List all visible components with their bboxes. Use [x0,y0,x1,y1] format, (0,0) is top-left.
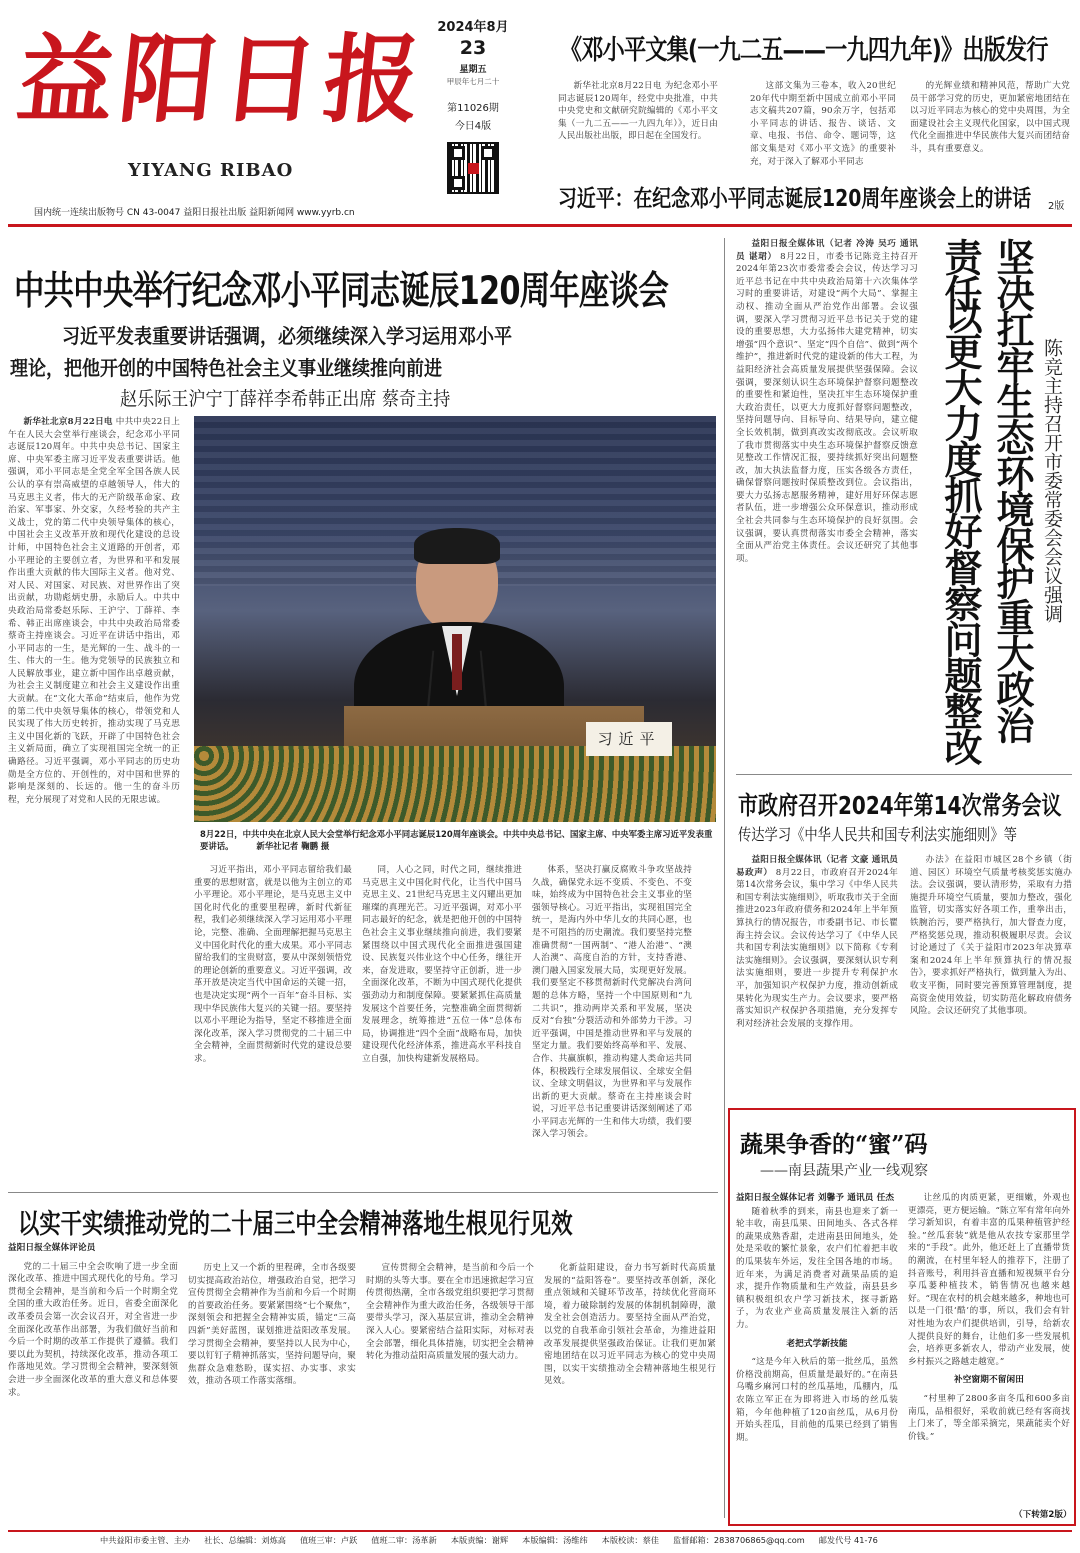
right-meeting-divider [736,774,1072,775]
date-year-month: 2024年8月 [437,20,509,35]
lead-headline[interactable]: 中共中央举行纪念邓小平同志诞辰120周年座谈会 [14,269,668,314]
meeting-col-2-text: 办法》在益阳市城区28个乡镇（街道、园区）环境空气质量考核奖惩实施办法。会议强调，要认清形势，采取有力措施提升环境空气质量，要加力整改，强化监管，切实落实好各项工作，重拳出击，铁腕治污，要严格执行，加大督查力度，严格奖惩兑现，推动积极履职尽责。会议讨论通过了《关于益阳市2023年决算草案和2024年上半年预算执行的情况报告》，要求抓好严格执行，做到量入为出、收支平衡，同时要完善预算管理制度，提高资金使用效益，切实防范化解政府债务风险。会议还研究了其他事项。 [910,855,1072,1017]
feature-col-2-text: 让丝瓜的肉质更紧，更细嫩，外观也更漂亮，更方便运输。“陈立军有常年向外学习新知识，有着丰富的瓜果种植管护经验。”丝瓜套装“就是他从农技专家那里学来的“手段”。此外，他还赶上了直播带货的潮流，在村里年轻人的推荐下，注册了抖音账号，利用抖音直播和短视频平台分享瓜蒌种植技术，销售情况也越来越好。“现在农村的机会越来越多，种地也可以是一门很‘酷’的事，所以，我们会有针对性地为农户们提供培训，引导，给新农人提供良好的舞台，让他们多一些发展机会，培养更多新农人，带动产业发展，使乡村振兴之路越走越宽。” [908,1193,1070,1367]
photo-caption [200,828,714,852]
commentary-byline: 益阳日报全媒体评论员 [8,1243,96,1253]
top-story-col1 [558,80,718,160]
lead-col-3-text: 同，人心之同，时代之同，继续推进马克思主义中国化时代化，让当代中国马克思主义、21世纪马克思主义闪耀出更加璀璨的真理光芒。习近平强调，对邓小平同志最好的纪念，就是把他开创的中国特色社会主义事业继续推向前进，我们要紧紧围绕以中国式现代化全面推进强国建设、民族复兴伟业这个中心任务，继往开来，奋发进取，要坚持守正创新，进一步全面深化改革，不断为中国式现代化提供强劲动力和制度保障。要紧紧抓住高质量发展这个首要任务，完整准确全面贯彻新发展理念，统筹推进“五位一体”总体布局，协调推进“四个全面”战略布局，加快建设现代化经济体系，推进高水平科技自立自强，加快构建新发展格局。 [362,865,522,1064]
commentary-col-2 [188,1262,356,1522]
right-story-text [736,238,918,758]
feature-col-2 [908,1192,1070,1508]
footer-email[interactable]: 监督邮箱：2838706865@qq.com [672,1535,805,1545]
lead-photo [194,416,716,822]
lead-col-4-text: 体系，坚决打赢反腐败斗争攻坚战持久战，确保党永远不变质、不变色、不变味，始终成为中国特色社会主义事业的坚强领导核心。习近平指出，实现祖国完全统一，是海内外中华儿女的共同心愿，也是不可阻挡的历史潮流。我们要坚持完整准确贯彻“一国两制”、“港人治港”、“澳人治澳”、高度自治的方针，支持香港、澳门融入国家发展大局，实现更好发展。我们要坚定不移贯彻新时代党解决台湾问题的总体方略，坚持一个中国原则和“九二共识”，推动两岸关系和平发展，坚决反对“台独”分裂活动和外部势力干涉。习近平强调，中国是推动世界和平与发展的坚定力量。我们要始终高举和平、发展、合作、共赢旗帜，推动构建人类命运共同体，积极践行全球发展倡议、全球安全倡议、全球文明倡议，为世界和平与发展作出新的更大贡献。蔡奇在主持座谈会时说，习近平总书记重要讲话深刻阐述了邓小平同志光辉的一生和伟大功绩，我们要深入学习领会。 [532,865,692,1140]
top-story-col3 [910,80,1070,160]
commentary-col-3 [366,1262,534,1522]
right-story-headline-2[interactable]: 以更大力度抓好督察问题整改 [938,296,982,764]
qr-code[interactable] [447,142,499,194]
meeting-headline[interactable]: 市政府召开2024年第14次常务会议 [738,791,1062,820]
lead-col-2-text: 习近平指出，邓小平同志留给我们最重要的思想财富，就是以他为主创立的邓小平理论。邓小平理论，是马克思主义中国化时代化的重要里程碑，新时代新征程，我们必须继续深入学习运用邓小平理论，完整、准确、全面理解把握马克思主义中国化时代化的重大成果。邓小平同志留给我们的宝贵财富，要从中深刻领悟党的理论创新的重要意义。习近平强调，改革开放是决定当代中国命运的关键一招，也是决定实现“两个一百年”奋斗目标、实现中华民族伟大复兴的关键一招。要坚持以邓小平理论为指导，坚定不移推进全面深化改革，深入学习贯彻党的二十届三中全会精神，全面贯彻新时代党的建设总要求。 [194,865,352,1064]
feature-section-1: 老把式学新技能 [786,1338,848,1349]
xi-speech-banner[interactable]: 习近平：在纪念邓小平同志诞辰120周年座谈会上的讲话 [558,186,1032,212]
footer-postal-code: 邮发代号 41-76 [818,1535,878,1545]
feature-col-1 [736,1192,898,1522]
lead-byline: 新华社北京8月22日电 [23,417,113,427]
date-day: 23 [459,37,487,59]
feature-subhead: ——南县蔬果产业一线观察 [760,1163,928,1179]
photo-nameplate: 习近平 [586,722,672,756]
photo-credit: 新华社记者 鞠鹏 摄 [256,841,330,851]
top-story-col1-text: 新华社北京8月22日电 为纪念邓小平同志诞辰120周年，经党中央批准，中共中央党史和文献研究院编辑的《邓小平文集（一九二五——一九四九年）》，近日由人民出版社出版，即日起在全国发行。 [558,81,718,142]
masthead [0,0,1080,228]
newspaper-logo: 益阳日报 [12,23,432,136]
commentary-col-1-text: 党的二十届三中全会吹响了进一步全面深化改革、推进中国式现代化的号角。学习贯彻全会精神，是当前和今后一个时期全党全国的重大政治任务。近日，省委全面深化改革委员会第一次会议召开，对全省进一步全面深化改革作出部署，为我们做好当前和今后一个时期的改革工作提供了遵循。我们要以此为契机，持续深化改革，推动各项工作落地见效。学习贯彻全会精神，要深刻领会进一步全面深化改革的重大意义和总体要求。 [8,1261,178,1398]
photo-caption-text: 8月22日，中共中央在北京人民大会堂举行纪念邓小平同志诞辰120周年座谈会。中共中央总书记、国家主席、中央军委主席习近平发表重要讲话。 [200,829,713,851]
feature-section-2: 补空窗期不留闲田 [954,1375,1024,1386]
footer-proofreader: 本版校读：蔡佳 [601,1535,659,1545]
date-box [430,16,516,194]
meeting-col-1 [736,854,898,1100]
photo-microphones [427,651,487,707]
footer-bar [100,1535,1000,1551]
page-count: 今日4版 [454,121,492,132]
footer-review-3: 值班三审：卢跃 [299,1535,358,1545]
feature-col-1-text: 随着秋季的到来，南县也迎来了新一轮丰收，南县瓜果、田间地头、各式各样的蔬果成熟香甜，走进南县田间地头，处处是采收的繁忙景象，农户们忙着把丰收的瓜果装车外运，发往全国各地的市场。近年来，为满足消费者对蔬果品质的追求，提升作物质量和生产效益，南县县乡镇积极组织农户学习新技术，探寻新路子，为农业产业高质量发展注入新的活力。 [736,1206,898,1330]
masthead-divider [8,224,1072,227]
lead-subhead-3: 赵乐际王沪宁丁薛祥李希韩正出席 蔡奇主持 [120,388,451,410]
lead-col-2 [194,864,352,1186]
logo-pinyin: YIYANG RIBAO [128,160,294,181]
feature-headline[interactable]: 蔬果争香的“蜜”码 [740,1131,928,1158]
meeting-subhead: 传达学习《中华人民共和国专利法实施细则》等 [738,825,1017,844]
commentary-col-4-text: 化新益阳建设，奋力书写新时代高质量发展的“益阳答卷”。要坚持改革创新，深化重点领域和关键环节改革，持续优化营商环境，着力破除制约发展的体制机制障碍，激发全社会创造活力。要坚持全面从严治党，以党的自我革命引领社会革命，为推进益阳改革发展提供坚强政治保证。让我们更加紧密地团结在以习近平同志为核心的党中央周围，以实干实绩推动全会精神落地生根见行见效。 [544,1263,716,1387]
commentary-col-2-text: 历史上又一个新的里程碑，全市各级要切实提高政治站位，增强政治自觉，把学习宣传贯彻全会精神作为当前和今后一个时期的首要政治任务。要紧紧围绕“七个聚焦”，深刻领会和把握全会精神实质，锚定“三高四新”美好蓝图，谋划推进益阳改革发展。学习贯彻全会精神，要坚持以人民为中心，要以钉钉子精神抓落实，坚持问题导向，聚焦群众急难愁盼，谋实招、办实事、求实效，推动各项工作落实落细。 [188,1263,356,1387]
xi-speech-page-ref[interactable]: 2版 [1048,201,1065,212]
commentary-col-1 [8,1242,178,1522]
feature-col-2b-text: “村里种了2800多亩冬瓜和600多亩南瓜，品相很好，采收前就已经有客商找上门来了，等全部采摘完，果蔬能卖个好价钱。” [908,1393,1070,1442]
footer-review-2: 值班二审：汤革新 [371,1535,437,1545]
feature-continued[interactable]: （下转第2版） [1014,1510,1072,1520]
commentary-headline[interactable]: 以实干实绩推动党的二十届三中全会精神落地生根见行见效 [18,1209,573,1240]
footer-editor-in-chief: 社长、总编辑：刘炼高 [204,1535,286,1545]
right-story-subhead: 陈竞主持召开市委常委会会议强调 [1041,338,1063,623]
footer-divider [8,1530,1072,1532]
lead-subhead-1: 习近平发表重要讲话强调，必须继续深入学习运用邓小平 [62,324,512,348]
lead-col-4 [532,864,692,1186]
top-story-col2-text: 这部文集为三卷本，收入20世纪20年代中期至新中国成立前邓小平同志文稿共207篇，90余万字，包括邓小平同志的讲话、报告、谈话、文章、电报、书信、命令、题词等，这部文集是对《邓小平文选》的重要补充，对于深入了解邓小平同志 [750,81,896,167]
top-story-col3-text: 的光辉业绩和精神风范，帮助广大党员干部学习党的历史，更加紧密地团结在以习近平同志为核心的党中央周围，为全面建设社会主义现代化国家，以中国式现代化全面推进中华民族伟大复兴而团结奋斗，具有重要意义。 [910,81,1070,154]
date-lunar: 甲辰年七月二十 [446,77,500,86]
meeting-col-1-text: 8月22日，市政府召开2024年第14次常务会议，集中学习《中华人民共和国专利法实施细则》，听取我市关于全面推进2023年政府债务和2024年上半年预算执行的情况报告，市委副书记、市长瞿海主持会议。会议传达学习了《中华人民共和国专利法实施细则》以下简称《专利法实施细则》。会议强调，要深刻认识专利法实施细则，要进一步提升专利保护水平，加强知识产权保护力度，推动创新成果转化为现实生产力。会议要求，要严格落实知识产权保护各项措施，充分发挥专利对经济社会发展的支撑作用。 [736,867,898,1029]
meeting-col-2 [910,854,1072,1100]
feature-col-1b-text: “这是今年入秋后的第一批丝瓜，虽然价格没前期高，但质量是最好的。”在南县乌嘴乡麻河口村的丝瓜基地，瓜棚内，瓜农陈立军正在为即将进入市场的丝瓜装箱，今年他种植了120亩丝瓜，从6月份开始头茬瓜，目前他的瓜果已经到了销售期。 [736,1357,898,1443]
top-story-col2 [750,80,896,167]
lead-col-left [8,416,180,1186]
feature-byline: 益阳日报全媒体记者 刘馨予 通讯员 任杰 [736,1193,895,1203]
lead-subhead-2: 理论，把他开创的中国特色社会主义事业继续推向前进 [10,356,442,380]
date-weekday: 星期五 [459,65,487,75]
lead-col-3 [362,864,522,1186]
right-story-body: 8月22日，市委书记陈竞主持召开2024年第23次市委常委会会议，传达学习习近平总书记在中共中央政治局第十六次集体学习时的重要讲话，对建设“两个大局”、掌握主动权、推动全面从严治党作出部署。会议强调，要深入学习贯彻习近平总书记关于党的建设的重要思想，大力弘扬伟大建党精神，切实增强“四个意识”、坚定“四个自信”、做到“两个维护”，推进新时代党的建设新的伟大工程，为益阳经济社会高质量发展提供坚强保障。会议强调，要深刻认识生态环境保护督察问题整改的重要性和紧迫性，坚决扛牢生态环境保护重大政治责任，以更大力度抓好督察问题整改，坚持问题导向、目标导向、结果导向，建立健全长效机制，做到真改实改彻底改。会议听取了我市贯彻落实中央生态环境保护督察反馈意见整改工作情况汇报，要持续抓好突出问题整改，加大执法监督力度，压实各级各方责任，确保督察问题按时保质整改到位。会议指出，要大力弘扬志愿服务精神，建好用好环保志愿者队伍，进一步增强公众环保意识，推动形成全社会共同参与生态环境保护的良好氛围。会议强调，要认真贯彻落实市委全会精神，落实全面从严治党主体责任。会议还研究了其他事项。 [736,251,918,564]
footer-sponsor: 中共益阳市委主管、主办 [100,1535,191,1545]
commentary-col-4 [544,1262,716,1522]
footer-layout-editor: 本版编辑：汤维纬 [522,1535,588,1545]
lead-col-left-text: 中共中央22日上午在人民大会堂举行座谈会，纪念邓小平同志诞辰120周年。中共中央总书记、国家主席、中央军委主席习近平发表重要讲话。他强调，邓小平同志是全党全军全国各族人民公认的享有崇高威望的卓越领导人，伟大的马克思主义者，伟大的无产阶级革命家、政治家、军事家、外交家，久经考验的共产主义战士，党的第二代中央领导集体的核心，中国社会主义改革开放和现代化建设的总设计师，中国特色社会主义道路的开创者，邓小平理论的主要创立者，为世界和平和发展作出重大贡献的伟大国际主义者。他对党、对人民、对国家、对民族、对世界作出了突出贡献，功勋彪炳史册，永励后人。中共中央政治局常委赵乐际、王沪宁、丁薛祥、李希、韩正出席座谈会，中共中央政治局常委蔡奇主持座谈会。习近平在讲话中指出，邓小平同志的一生，是光辉的一生、战斗的一生、伟大的一生。他为党领导的民族独立和人民解放事业，建立新中国作出卓越贡献，为社会主义制度建立和社会主义建设作出重大贡献。在“文化大革命”结束后，他作为党的第二代中央领导集体的核心，带领党和人民实现了伟大历史转折，推动实现了马克思主义中国化新的飞跃，开辟了中国特色社会主义新局面，确立了实现祖国完全统一的正确路径。习近平强调，邓小平同志的历史功勋是全方位的、开创性的，对中国和世界的影响是深刻的、长远的。他一生的奋斗历程，充分展现了对党和人民的无限忠诚。 [8,417,180,805]
photo-flowers [194,746,716,822]
photo-speaker-hair [414,528,500,564]
commentary-top-divider [8,1192,718,1193]
commentary-col-3-text: 宣传贯彻全会精神，是当前和今后一个时期的头等大事。要在全市迅速掀起学习宣传贯彻热潮，全市各级党组织要把学习贯彻全会精神作为重大政治任务，各级领导干部要带头学习，深入基层宣讲，推动全会精神深入人心。要紧密结合益阳实际，对标对表全会部署，细化具体措施，切实把全会精神转化为推动益阳高质量发展的强大动力。 [366,1263,534,1362]
lead-right-divider [724,238,725,1518]
masthead-info-line: 国内统一连续出版物号 CN 43-0047 益阳日报社出版 益阳新闻网 www.yyrb.cn [34,208,355,218]
meeting-byline: 益阳日报全媒体讯（记者 文豪 通讯员 易政声） [736,855,898,878]
footer-page-editor: 本版责编：谢辉 [450,1535,509,1545]
right-story-byline-block [736,238,918,758]
top-story-headline[interactable]: 《邓小平文集(一九二五——一九四九年)》出版发行 [560,35,1048,66]
issue-number: 第11026期 [447,103,499,114]
right-story-byline: 益阳日报全媒体讯（记者 冷涛 吴巧 通讯员 谌珺） [736,239,918,262]
right-story-headline-1[interactable]: 坚决扛牢生态环境保护重大政治责任 [938,238,1034,742]
